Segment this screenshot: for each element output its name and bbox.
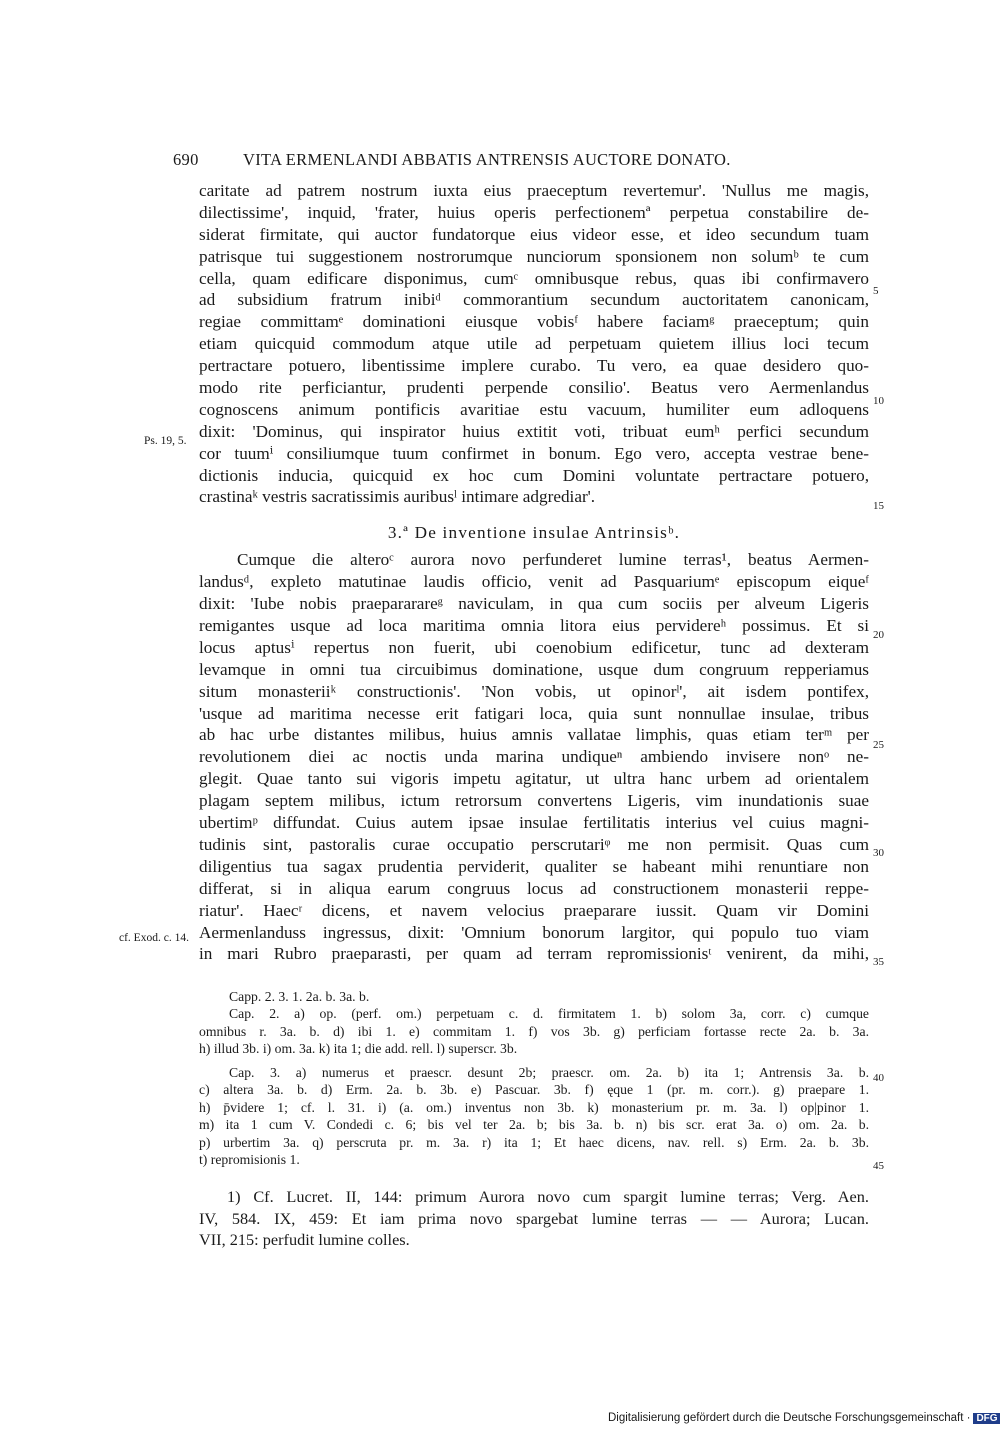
running-title: VITA ERMENLANDI ABBATIS ANTRENSIS AUCTORE DONATO.: [243, 150, 731, 169]
section-heading: 3.ª De inventione insulae Antrinsisᵇ.: [387, 523, 681, 543]
apparatus-line: c) altera 3a. b. d) Erm. 2a. b. 3b. e) Pascuar. 3b. f) ęque 1 (pr. m. corr.). g) praepare 1.: [199, 1082, 869, 1098]
footnote-line: VII, 215: perfudit lumine colles.: [199, 1230, 410, 1249]
line-number: 40: [873, 1072, 884, 1084]
text-line: levamque in omni tua circuibimus dominatione, usque dum congruum repperiamus: [199, 659, 869, 679]
text-line: tudinis sint, pastoralis curae occupatio perscrutariᵠ me non permisit. Quas cum: [199, 834, 869, 854]
text-line: glegit. Quae tanto sui vigoris impetu agitatur, ut ultra hanc urbem ad orientalem: [199, 769, 869, 789]
apparatus-line: t) repromisionis 1.: [199, 1151, 300, 1167]
running-header: [173, 150, 873, 170]
text-line: plagam septem milibus, ictum retrorsum convertens Ligeris, vim inundationis suae: [199, 791, 869, 811]
text-line: ab hac urbe distantes milibus, huius amnis vallatae limphis, quas etiam terᵐ per: [199, 725, 869, 745]
main-text: [199, 180, 869, 965]
line-number: 30: [873, 847, 884, 859]
text-line: modo rite perficiantur, prudenti perpende consilio'. Beatus vero Aermenlandus: [199, 378, 869, 398]
digitization-credit: [608, 1412, 998, 1424]
line-number: 15: [873, 500, 884, 512]
text-line: etiam quicquid commodum atque utile ad perpetuam quietem illius loci tecum: [199, 334, 869, 354]
apparatus-line: p) urbertim 3a. q) perscruta pr. m. 3a. r) ita 1; Et haec dicens, nav. rell. s) Erm. 2a. b. 3b.: [199, 1134, 869, 1150]
source-footnote: [199, 1186, 869, 1251]
text-line: dictionis inducia, quicquid ex hoc cum Domini voluntate pertractare potuero,: [199, 465, 869, 485]
text-line: patrisque tui suggestionem nostrorumque nunciorum sponsionem non solumᵇ te cum: [199, 246, 869, 266]
text-line: ubertimᵖ diffundat. Cuius autem ipsae insulae fertilitatis interius vel cuius magni-: [199, 813, 869, 833]
line-number: 25: [873, 739, 884, 751]
line-number: 5: [873, 285, 879, 297]
credit-text: Digitalisierung gefördert durch die Deutsche Forschungsgemeinschaft ·: [608, 1412, 971, 1424]
text-line: in mari Rubro praeparasti, per quam ad terram repromissionisᵗ venirent, da mihi,: [199, 944, 869, 964]
text-line: cor tuumⁱ consiliumque tuum confirmet in bonum. Ego vero, accepta vestrae bene-: [199, 443, 869, 463]
text-line: diligentius tua sagax prudentia perviderit, qualiter se habeant mihi renuntiare non: [199, 856, 869, 876]
line-number: 10: [873, 395, 884, 407]
margin-reference-exodus: cf. Exod. c. 14.: [119, 932, 189, 944]
text-line: ad subsidium fratrum inibiᵈ commorantium secundum auctoritatem canonicam,: [199, 290, 869, 310]
apparatus-line: Cap. 3. a) numerus et praescr. desunt 2b; praescr. om. 2a. b) ita 1; Antrensis 3a. b.: [229, 1065, 869, 1080]
text-line: caritate ad patrem nostrum iuxta eius praeceptum revertemur'. 'Nullus me magis,: [199, 181, 869, 200]
page-number: 690: [173, 150, 199, 169]
text-line: landusᵈ, expleto matutinae laudis officio, venit ad Pasquariumᵉ episcopum eiqueᶠ: [199, 572, 869, 592]
line-number: 35: [873, 956, 884, 968]
paragraph-a: [199, 180, 869, 508]
apparatus-line: h) p̄videre 1; cf. l. 31. i) (a. om.) inventus non 3b. k) monasterium pr. m. 3a. l) op|pinor 1.: [199, 1099, 869, 1115]
text-line: remigantes usque ad loca maritima omnia litora eius pervidereʰ possimus. Et si: [199, 616, 869, 636]
apparatus-line: h) illud 3b. i) om. 3a. k) ita 1; die add. rell. l) superscr. 3b.: [199, 1041, 518, 1057]
apparatus-line: Capp. 2. 3. 1. 2a. b. 3a. b.: [229, 989, 370, 1004]
apparatus-line: Cap. 2. a) op. (perf. om.) perpetuam c. d. firmitatem 1. b) solom 3a, corr. c) cumque: [229, 1006, 869, 1022]
text-line: dixit: 'Dominus, qui inspirator huius extitit voti, tribuat eumʰ perfici secundum: [199, 421, 869, 441]
text-line: cella, quam edificare disponimus, cumᶜ omnibusque rebus, quas ibi confirmavero: [199, 268, 869, 288]
text-line: dilectissime', inquid, 'frater, huius operis perfectionemª perpetua constabilire de-: [199, 202, 869, 222]
critical-apparatus-cap3: [199, 1064, 869, 1168]
apparatus-line: omnibus r. 3a. b. d) ibi 1. e) commitam 1. f) vos 3b. g) perficiam fortasse recte 2a. b. 3a.: [199, 1023, 869, 1039]
text-line: Cumque die alteroᶜ aurora novo perfunderet lumine terras¹, beatus Aermen-: [237, 550, 869, 570]
text-line: situm monasteriiᵏ constructionis'. 'Non vobis, ut opinorˡ', ait isdem pontifex,: [199, 681, 869, 701]
text-line: regiae committamᵉ dominationi eiusque vobisᶠ habere faciamᵍ praeceptum; quin: [199, 312, 869, 332]
line-number: 20: [873, 629, 884, 641]
critical-apparatus-cap2: [199, 988, 869, 1058]
footnote-line: 1) Cf. Lucret. II, 144: primum Aurora novo cum spargit lumine terras; Verg. Aen.: [227, 1187, 869, 1206]
text-line: locus aptusⁱ repertus non fuerit, ubi coenobium edificetur, tunc ad dexteram: [199, 637, 869, 657]
footnote-line: IV, 584. IX, 459: Et iam prima novo spargebat lumine terras — — Aurora; Lucan.: [199, 1208, 869, 1228]
text-line: Aermenlanduss ingressus, dixit: 'Omnium bonorum largitor, qui populo tuo viam: [199, 922, 869, 942]
text-line: crastinaᵏ vestris sacratissimis auribusˡ intimare adgrediar'.: [199, 487, 596, 507]
dfg-logo: DFG: [973, 1413, 1000, 1424]
text-line: riatur'. Haecʳ dicens, et navem velocius praeparare iussit. Quam vir Domini: [199, 900, 869, 920]
line-number: 45: [873, 1160, 884, 1172]
text-line: dixit: 'Iube nobis praepararareᵍ naviculam, in qua cum sociis per alveum Ligeris: [199, 594, 869, 614]
text-line: siderat firmitate, qui auctor fundatorque eius videor esse, et ideo secundum tuam: [199, 224, 869, 244]
text-line: revolutionem diei ac noctis unda marina undiqueⁿ ambiendo invisere nonᵒ ne-: [199, 747, 869, 767]
margin-reference-psalm: Ps. 19, 5.: [144, 435, 187, 447]
text-line: differat, si in aliqua earum congruus locus ad constructionem monasterii reppe-: [199, 878, 869, 898]
text-line: cognoscens animum pontificis avaritiae estu vacuum, humiliter eum adloquens: [199, 399, 869, 419]
apparatus-line: m) ita 1 cum V. Condedi c. 6; bis vel ter 2a. b; bis 3a. b. n) bis scr. erat 3a. o) om. 2a. b.: [199, 1117, 869, 1133]
paragraph-b: [199, 549, 869, 965]
text-line: 'usque ad maritima necesse erit fatigari loca, quia sunt nonnullae insulae, tribus: [199, 703, 869, 723]
text-line: pertractare potuero, libentissime implere curabo. Tu vero, ea quae desidero quo-: [199, 356, 869, 376]
